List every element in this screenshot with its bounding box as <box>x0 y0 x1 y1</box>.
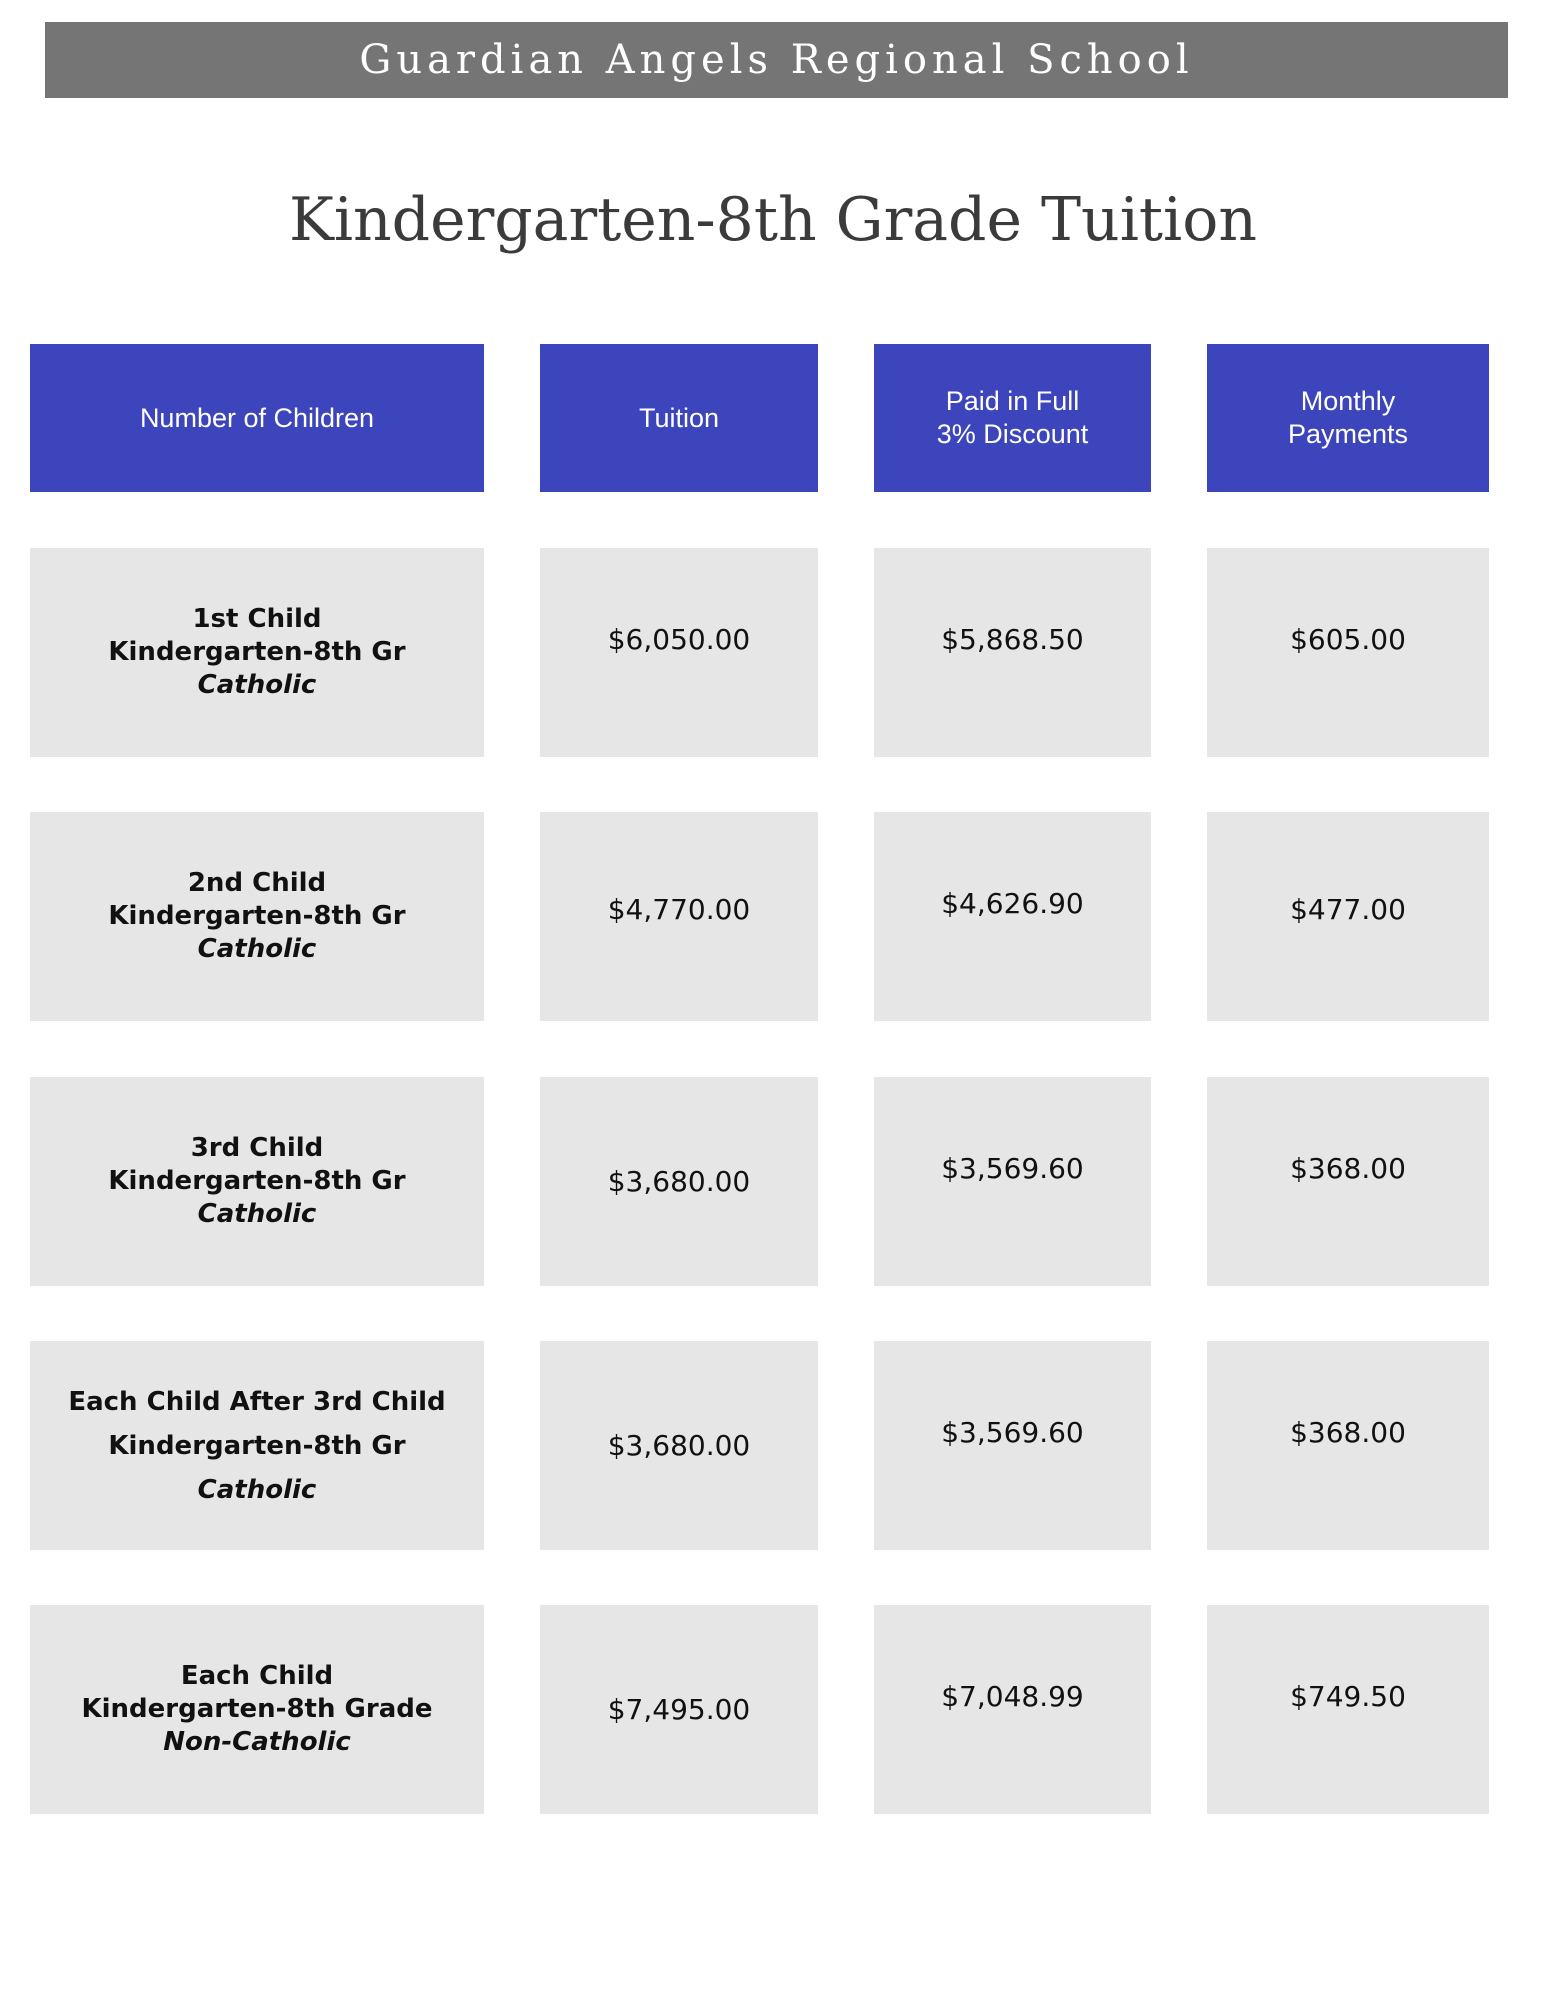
paid-in-full-cell <box>874 1077 1151 1286</box>
row-label-title: Each Child <box>180 1661 334 1691</box>
row-label-category: Catholic <box>197 1474 317 1505</box>
row-label-category: Non-Catholic <box>163 1727 351 1757</box>
row-label-title: 2nd Child <box>187 868 327 898</box>
header-paid-in-full <box>874 344 1151 492</box>
paid-in-full-cell <box>874 1341 1151 1550</box>
paid-in-full-value: $7,048.99 <box>941 1680 1084 1713</box>
row-label-title: 1st Child <box>192 604 322 634</box>
monthly-value: $605.00 <box>1290 623 1406 656</box>
row-label-grade: Kindergarten-8th Gr <box>108 901 406 931</box>
row-label-grade: Kindergarten-8th Gr <box>108 1166 406 1196</box>
paid-in-full-cell <box>874 812 1151 1021</box>
row-label-cell <box>30 548 484 757</box>
tuition-value: $3,680.00 <box>607 1429 751 1462</box>
paid-in-full-value: $4,626.90 <box>941 887 1084 920</box>
monthly-cell <box>1207 1605 1489 1814</box>
row-label-grade: Kindergarten-8th Gr <box>108 1430 406 1461</box>
paid-in-full-value: $3,569.60 <box>941 1416 1084 1449</box>
tuition-value: $4,770.00 <box>607 893 751 926</box>
row-label-grade: Kindergarten-8th Gr <box>108 637 406 667</box>
school-banner <box>45 22 1508 98</box>
monthly-value: $368.00 <box>1290 1152 1406 1185</box>
row-label-cell <box>30 1605 484 1814</box>
header-label-line2: Payments <box>1287 419 1409 449</box>
header-label-line1: Paid in Full <box>945 386 1080 416</box>
monthly-value: $749.50 <box>1290 1680 1406 1713</box>
tuition-cell <box>540 1341 818 1550</box>
school-name: Guardian Angels Regional School <box>359 37 1194 83</box>
header-tuition <box>540 344 818 492</box>
monthly-value: $477.00 <box>1290 893 1406 926</box>
header-number-of-children <box>30 344 484 492</box>
paid-in-full-value: $3,569.60 <box>941 1152 1084 1185</box>
monthly-cell <box>1207 1077 1489 1286</box>
monthly-cell <box>1207 812 1489 1021</box>
row-label-title: 3rd Child <box>190 1133 324 1163</box>
monthly-cell <box>1207 1341 1489 1550</box>
tuition-value: $7,495.00 <box>607 1693 751 1726</box>
tuition-cell <box>540 1605 818 1814</box>
page-title: Kindergarten-8th Grade Tuition <box>289 185 1257 255</box>
tuition-cell <box>540 1077 818 1286</box>
row-label-category: Catholic <box>197 670 317 700</box>
paid-in-full-cell <box>874 1605 1151 1814</box>
row-label-category: Catholic <box>197 1199 317 1229</box>
tuition-value: $3,680.00 <box>607 1165 751 1198</box>
tuition-cell <box>540 812 818 1021</box>
row-label-cell <box>30 812 484 1021</box>
header-label: Tuition <box>638 402 720 433</box>
tuition-cell <box>540 548 818 757</box>
monthly-cell <box>1207 548 1489 757</box>
row-label-category: Catholic <box>197 934 317 964</box>
tuition-value: $6,050.00 <box>607 623 751 656</box>
header-label: Number of Children <box>139 402 375 433</box>
paid-in-full-cell <box>874 548 1151 757</box>
paid-in-full-value: $5,868.50 <box>941 623 1084 656</box>
monthly-value: $368.00 <box>1290 1416 1406 1449</box>
row-label-grade: Kindergarten-8th Grade <box>81 1694 433 1724</box>
header-monthly-payments <box>1207 344 1489 492</box>
header-label-line2: 3% Discount <box>936 419 1089 449</box>
header-label-line1: Monthly <box>1300 386 1396 416</box>
row-label-title: Each Child After 3rd Child <box>68 1386 446 1417</box>
row-label-cell <box>30 1077 484 1286</box>
row-label-cell <box>30 1341 484 1550</box>
